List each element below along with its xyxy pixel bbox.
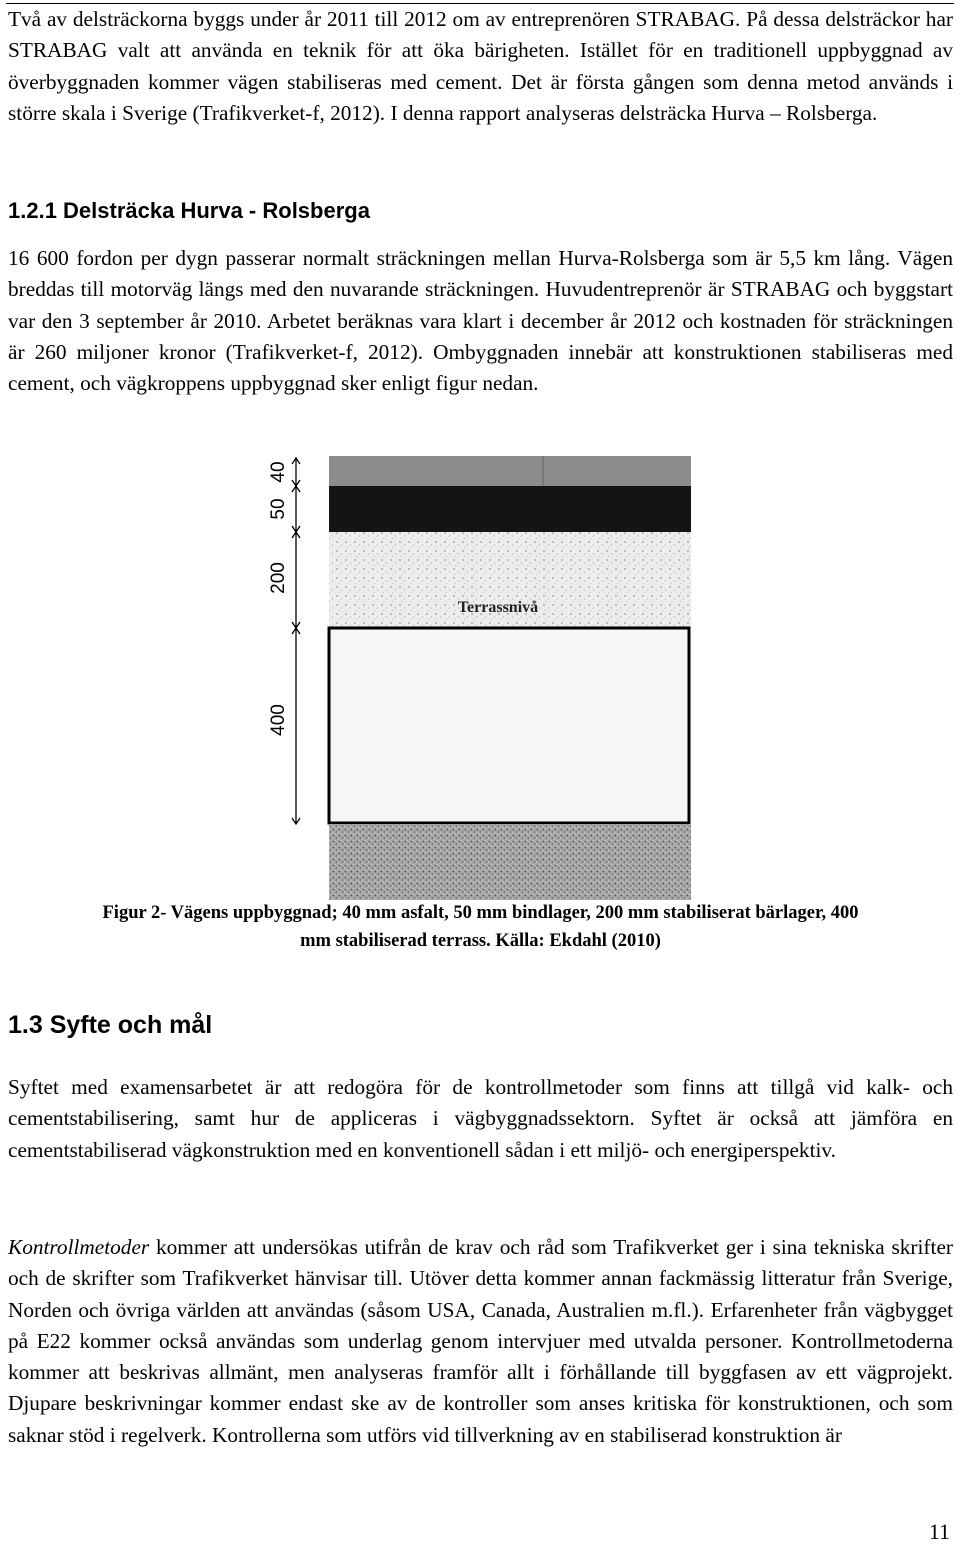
dimension-line bbox=[292, 458, 300, 824]
kontroll-paragraph bbox=[8, 1232, 953, 1451]
kontrollmetoder-term: Kontrollmetoder bbox=[8, 1235, 150, 1259]
subgrade-layer bbox=[329, 824, 691, 900]
road-structure-figure bbox=[236, 450, 696, 900]
intro-paragraph: Två av delsträckorna byggs under år 2011 till 2012 om av entreprenören STRABAG. På dessa delsträckor har STRABAG valt att använda en teknik för att öka bärigheten. Istället för en traditionell uppbyggnad av överbyggnaden kommer vägen stabiliseras med cement. Det är första gången som denna metod används i större skala i Sverige (Trafikverket-f, 2012). I denna rapport analyseras delsträcka Hurva – Rolsberga. bbox=[8, 7, 953, 125]
figure-caption-line-1: Figur 2- Vägens uppbyggnad; 40 mm asfalt, 50 mm bindlager, 200 mm stabiliserat bärlager, 400 bbox=[102, 903, 859, 923]
hurva-paragraph: 16 600 fordon per dygn passerar normalt sträckningen mellan Hurva-Rolsberga som är 5,5 km lång. Vägen breddas till motorväg längs med den nuvarande sträckningen. Huvudentreprenör är STRABAG och byggstart var den 3 september år 2010. Arbetet beräknas vara klart i december år 2012 och kostnaden för sträckningen är 260 miljoner kronor (Trafikverket-f, 2012). Ombyggnaden innebär att konstruktionen stabiliseras med cement, och vägkroppens uppbyggnad sker enligt figur nedan. bbox=[8, 246, 953, 396]
dimension-label-50: 50 bbox=[268, 498, 289, 520]
kontroll-paragraph-text: kommer att undersökas utifrån de krav och råd som Trafikverket ger i sina tekniska skrifter och de skrifter som Trafikverket hänvisar till. Utöver detta kommer annan fackmässig litteratur från Sverige, Norden och övriga världen att användas (såsom USA, Canada, Australien m.fl.). Erfarenheter från vägbygget på E22 kommer också användas som underlag genom intervjuer med utvalda personer. Kontrollmetoderna kommer att beskrivas allmänt, men analyseras framför allt i förhållande till byggfasen av ett vägprojekt. Djupare beskrivningar kommer endast ske av de kontroller som anses kritiska för konstruktionen, och som saknar stöd i regelverk. Kontrollerna som utförs vid tillverkning av en stabiliserad konstruktion är bbox=[8, 1235, 953, 1447]
binder-layer bbox=[329, 486, 691, 532]
dimension-label-40: 40 bbox=[268, 461, 289, 483]
dimension-label-400: 400 bbox=[268, 704, 289, 736]
page-number: 11 bbox=[928, 1519, 950, 1544]
stabilized-terrace-layer bbox=[329, 628, 689, 823]
asphalt-layer bbox=[329, 456, 691, 486]
terrace-level-label: Terrassnivå bbox=[457, 599, 539, 616]
dimension-label-200: 200 bbox=[268, 562, 289, 594]
figure-caption-line-2: mm stabiliserad terrass. Källa: Ekdahl (2010) bbox=[300, 931, 661, 951]
section-heading-1-3: 1.3 Syfte och mål bbox=[8, 1011, 213, 1039]
syfte-paragraph: Syftet med examensarbetet är att redogöra för de kontrollmetoder som finns att tillgå vid kalk- och cementstabilisering, samt hur de appliceras i vägbyggnadssektorn. Syftet är också att jämföra en cementstabiliserad vägkonstruktion med en konventionell sådan i ett miljö- och energiperspektiv. bbox=[8, 1075, 953, 1162]
section-heading-1-2-1: 1.2.1 Delsträcka Hurva - Rolsberga bbox=[8, 198, 370, 223]
